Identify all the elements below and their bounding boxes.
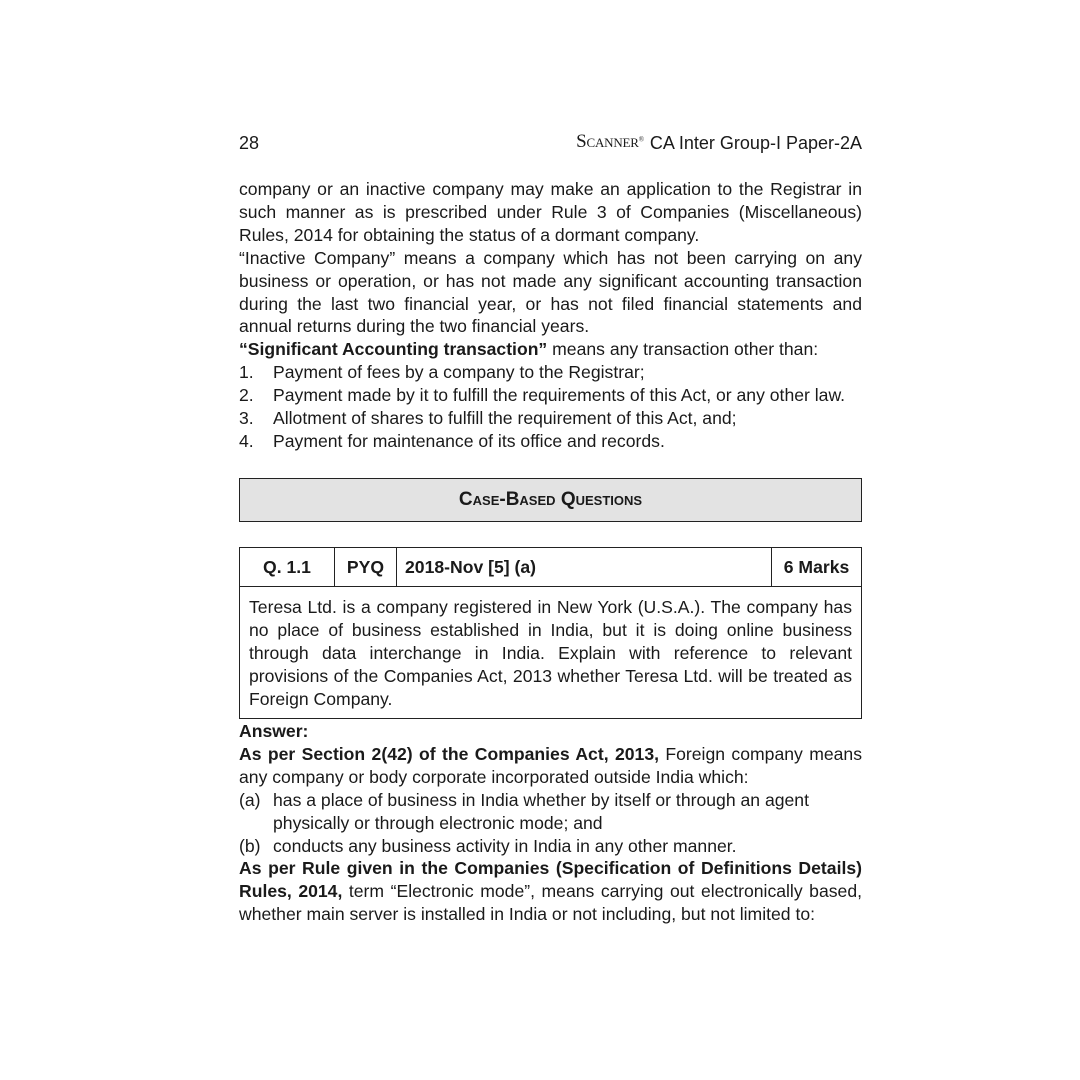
intro-paragraph: company or an inactive company may make an application to the Registrar in such manner as is prescribed under Rule 3 of Companies (Miscellaneous) Rules, 2014 for obtaining the status of a dormant company. <box>239 179 862 245</box>
question-text: Teresa Ltd. is a company registered in New York (U.S.A.). The company has no place of business established in India, but it is doing online business through data interchange in India. Explain with reference to relevant provisions of the Companies Act, 2013 whether Teresa Ltd. will be treated as Foreign Company. <box>240 587 862 719</box>
list-item: 1. Payment of fees by a company to the Registrar; <box>239 362 645 383</box>
answer-paragraph-2: As per Rule given in the Companies (Specification of Definitions Details) Rules, 2014, term “Electronic mode”, means carrying out electronically based, whether main server is installed in India or not including, but not limited to: <box>239 858 862 925</box>
answer-heading: Answer: <box>239 721 309 741</box>
list-item: (b) conducts any business activity in India in any other manner. <box>239 835 737 856</box>
question-marks: 6 Marks <box>772 548 862 587</box>
book-title: CA Inter Group-I Paper-2A <box>649 132 862 153</box>
significant-transaction-term: “Significant Accounting transaction” <box>239 339 548 360</box>
answer-paragraph-1: As per Section 2(42) of the Companies Act, 2013, Foreign company means any company or body corporate incorporated outside India which: <box>239 743 862 787</box>
answer-section <box>239 720 862 926</box>
question-number: Q. 1.1 <box>240 548 335 587</box>
section-heading: Case-Based Questions <box>239 478 862 522</box>
list-item: (a) has a place of business in India whether by itself or through an agent physically or through electronic mode; and <box>239 789 809 833</box>
page-number: 28 <box>239 132 260 153</box>
list-item: 4. Payment for maintenance of its office and records. <box>239 430 665 451</box>
question-type: PYQ <box>335 548 397 587</box>
header-brand <box>576 132 862 154</box>
inactive-company-definition: “Inactive Company” means a company which has not been carrying on any business or operation, or has not made any significant accounting transaction during the last two financial year, or has not filed financial statements and annual returns during the two financial years. <box>239 247 862 337</box>
significant-transaction-definition <box>239 338 862 361</box>
significant-transaction-text: means any transaction other than: <box>547 339 819 360</box>
rule-reference: As per Rule given in the Companies (Specification of Definitions Details) Rules, 2014, <box>239 858 862 902</box>
list-item: 2. Payment made by it to fulfill the requirements of this Act, or any other law. <box>239 385 846 406</box>
list-item: 3. Allotment of shares to fulfill the requirement of this Act, and; <box>239 408 737 429</box>
exclusion-list <box>239 361 862 453</box>
question-body-row <box>240 587 862 719</box>
question-exam: 2018-Nov [5] (a) <box>397 548 772 587</box>
scanner-logo: SCANNER® <box>576 131 644 152</box>
running-header <box>239 131 862 155</box>
question-table <box>239 547 862 719</box>
intro-section <box>239 178 862 453</box>
section-reference: As per Section 2(42) of the Companies Act, 2013, <box>239 743 659 764</box>
answer-list <box>239 789 862 858</box>
question-header-row <box>240 548 862 587</box>
